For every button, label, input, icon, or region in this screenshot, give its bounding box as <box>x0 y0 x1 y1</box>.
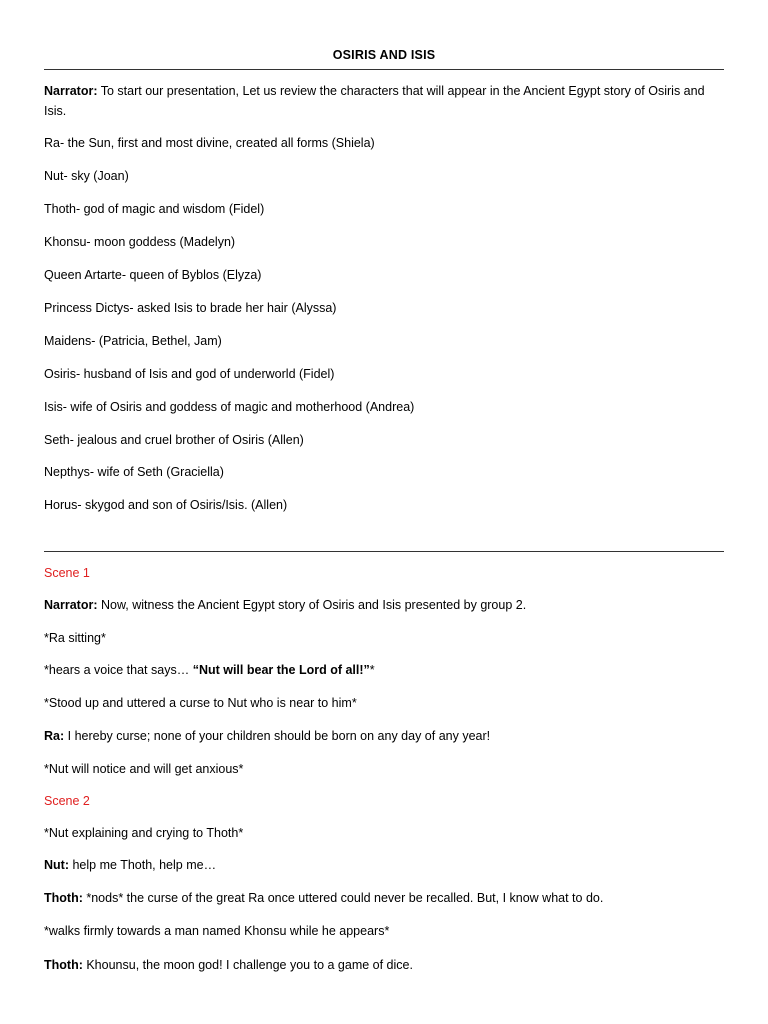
title-rule <box>44 69 724 70</box>
speaker-label: Narrator: <box>44 598 98 612</box>
stage-direction: *walks firmly towards a man named Khonsu while he appears* <box>44 924 390 938</box>
document-page <box>44 0 724 1024</box>
character-line: Thoth- god of magic and wisdom (Fidel) <box>44 202 265 216</box>
dialogue-text: To start our presentation, Let us review the characters that will appear in the Ancient Egypt story of Osiris and Isis. <box>44 84 705 118</box>
stage-direction-voice <box>44 661 720 680</box>
character-line: Nut- sky (Joan) <box>44 169 129 183</box>
character-line: Nepthys- wife of Seth (Graciella) <box>44 465 224 479</box>
stage-direction: *Nut will notice and will get anxious* <box>44 762 244 776</box>
voice-prefix: *hears a voice that says… <box>44 663 193 677</box>
speaker-label: Narrator: <box>44 84 98 98</box>
dialogue-text: help me Thoth, help me… <box>69 858 217 872</box>
scene-1-heading: Scene 1 <box>44 566 90 580</box>
character-line: Horus- skygod and son of Osiris/Isis. (Allen) <box>44 498 288 512</box>
thoth-dialogue-line <box>44 956 720 975</box>
section-rule <box>44 551 724 552</box>
character-line: Isis- wife of Osiris and goddess of magic and motherhood (Andrea) <box>44 400 415 414</box>
voice-suffix: * <box>369 663 375 677</box>
character-line: Ra- the Sun, first and most divine, created all forms (Shiela) <box>44 136 375 150</box>
character-line: Osiris- husband of Isis and god of underworld (Fidel) <box>44 367 335 381</box>
speaker-label: Thoth: <box>44 891 83 905</box>
character-line: Khonsu- moon goddess (Madelyn) <box>44 235 236 249</box>
voice-quote: “Nut will bear the Lord of all!” <box>192 663 370 677</box>
dialogue-text: *nods* the curse of the great Ra once uttered could never be recalled. But, I know what to do. <box>82 891 604 905</box>
stage-direction: *Ra sitting* <box>44 631 106 645</box>
stage-direction: *Nut explaining and crying to Thoth* <box>44 826 244 840</box>
dialogue-text: Now, witness the Ancient Egypt story of Osiris and Isis presented by group 2. <box>97 598 527 612</box>
scene-2-heading: Scene 2 <box>44 794 90 808</box>
character-line: Maidens- (Patricia, Bethel, Jam) <box>44 334 222 348</box>
dialogue-text: Khounsu, the moon god! I challenge you to a game of dice. <box>82 958 413 972</box>
nut-dialogue-line <box>44 856 720 875</box>
character-line: Seth- jealous and cruel brother of Osiris (Allen) <box>44 433 304 447</box>
scene-1-narrator-line <box>44 596 720 615</box>
thoth-dialogue-line <box>44 889 720 908</box>
speaker-label: Thoth: <box>44 958 83 972</box>
character-line: Queen Artarte- queen of Byblos (Elyza) <box>44 268 262 282</box>
ra-dialogue-line <box>44 727 720 746</box>
speaker-label: Ra: <box>44 729 65 743</box>
stage-direction: *Stood up and uttered a curse to Nut who is near to him* <box>44 696 357 710</box>
character-line: Princess Dictys- asked Isis to brade her hair (Alyssa) <box>44 301 337 315</box>
document-title: OSIRIS AND ISIS <box>332 48 436 62</box>
dialogue-text: I hereby curse; none of your children should be born on any day of any year! <box>64 729 491 743</box>
speaker-label: Nut: <box>44 858 69 872</box>
intro-narrator-line <box>44 81 720 121</box>
